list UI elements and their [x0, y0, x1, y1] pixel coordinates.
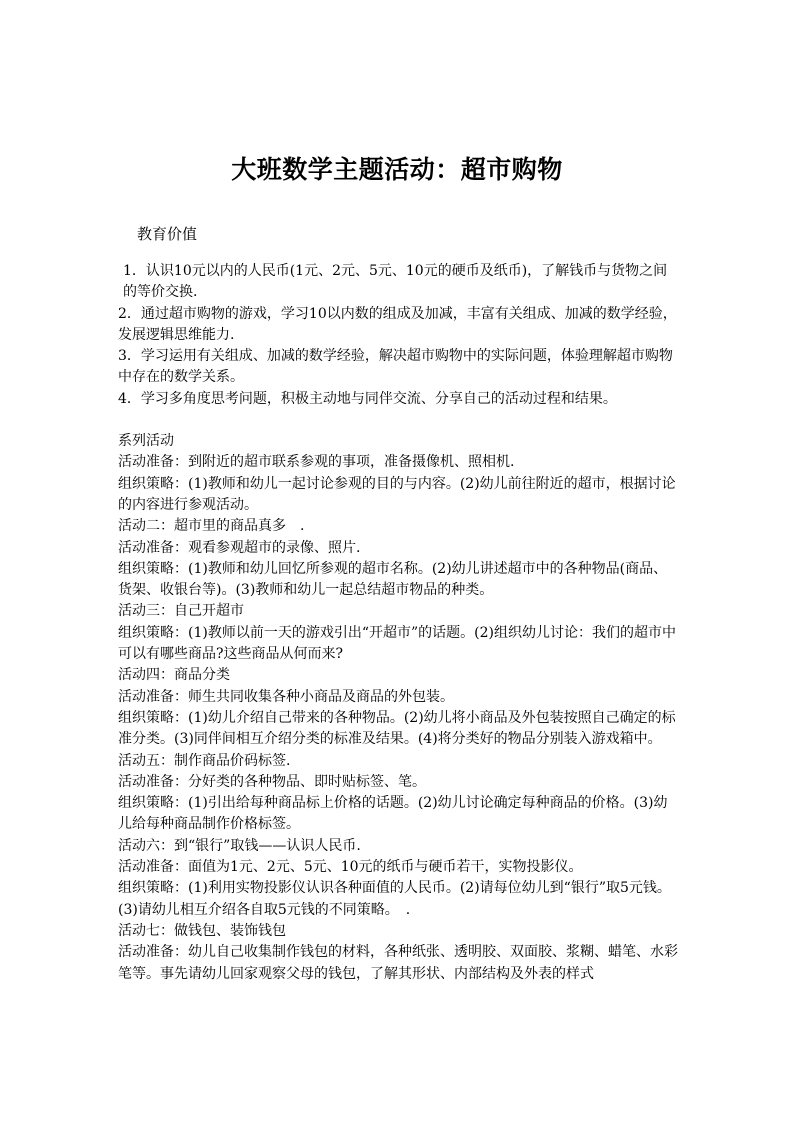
- activity-line: 活动七：做钱包、装饰钱包: [118, 922, 286, 939]
- document-body: [118, 261, 678, 985]
- paragraph-gap: [118, 410, 678, 431]
- activity-line: 活动准备：分好类的各种物品、即时贴标签、笔。: [118, 773, 426, 790]
- activity-line: 组织策略：(1)教师和幼儿一起讨论参观的目的与内容。(2)幼儿前往附近的超市，根据讨论的内容进行参观活动。: [118, 475, 676, 513]
- activity-line: 活动二：超市里的商品真多 .: [118, 518, 305, 535]
- activity-line: 活动六：到“银行”取钱——认识人民币.: [118, 837, 361, 854]
- page-title: 大班数学主题活动：超市购物: [231, 155, 563, 184]
- activity-line: 活动准备：到附近的超市联系参观的事项，准备摄像机、照相机.: [118, 454, 515, 471]
- activity-line: 组织策略：(1)教师和幼儿回忆所参观的超市名称。(2)幼儿讲述超市中的各种物品(商品、货架、收银台等)。(3)教师和幼儿一起总结超市物品的种类。: [118, 560, 668, 599]
- activity-line: 组织策略：(1)引出给每种商品标上价格的话题。(2)幼儿讨论确定每种商品的价格。(3)幼儿给每种商品制作价格标签。: [118, 795, 668, 833]
- activity-line: 活动三：自己开超市: [118, 603, 244, 620]
- goal-item: 3．学习运用有关组成、加减的数学经验，解决超市购物中的实际问题，体验理解超市购物中存在的数学关系。: [118, 348, 673, 386]
- activity-line: 活动四：商品分类: [118, 667, 230, 684]
- activity-line: 组织策略：(1)幼儿介绍自己带来的各种物品。(2)幼儿将小商品及外包装按照自己确定的标准分类。(3)同伴间相互介绍分类的标准及结果。(4)将分类好的物品分别装入游戏箱中。: [118, 709, 676, 748]
- activity-line: 活动五：制作商品价码标签.: [118, 752, 291, 769]
- section-heading-series: 系列活动: [118, 433, 174, 450]
- activity-line: 活动准备：观看参观超市的录像、照片.: [118, 539, 361, 556]
- activity-line: 活动准备：面值为1元、2元、5元、10元的纸币与硬币若干，实物投影仪。: [118, 859, 583, 876]
- activity-line: 组织策略：(1)教师以前一天的游戏引出“开超市”的话题。(2)组织幼儿讨论：我们的超市中可以有哪些商品?这些商品从何而来?: [118, 624, 676, 663]
- goal-item: 1．认识10元以内的人民币(1元、2元、5元、10元的硬币及纸币)，了解钱币与货物之间的等价交换.: [123, 263, 668, 301]
- section-heading-value: 教育价值: [137, 225, 198, 243]
- goal-item: 4．学习多角度思考问题，积极主动地与同伴交流、分享自己的活动过程和结果。: [118, 390, 617, 407]
- activity-line: 活动准备：师生共同收集各种小商品及商品的外包装。: [118, 688, 454, 705]
- activity-line: 组织策略：(1)利用实物投影仪认识各种面值的人民币。(2)请每位幼儿到“银行”取5元钱。(3)请幼儿相互介绍各自取5元钱的不同策略。 .: [118, 880, 671, 918]
- activity-line: 活动准备：幼儿自己收集制作钱包的材料，各种纸张、透明胶、双面胶、浆糊、蜡笔、水彩笔等。事先请幼儿回家观察父母的钱包，了解其形状、内部结构及外表的样式: [118, 944, 678, 982]
- goal-item: 2．通过超市购物的游戏，学习10以内数的组成及加减，丰富有关组成、加减的数学经验，发展逻辑思维能力.: [118, 305, 677, 343]
